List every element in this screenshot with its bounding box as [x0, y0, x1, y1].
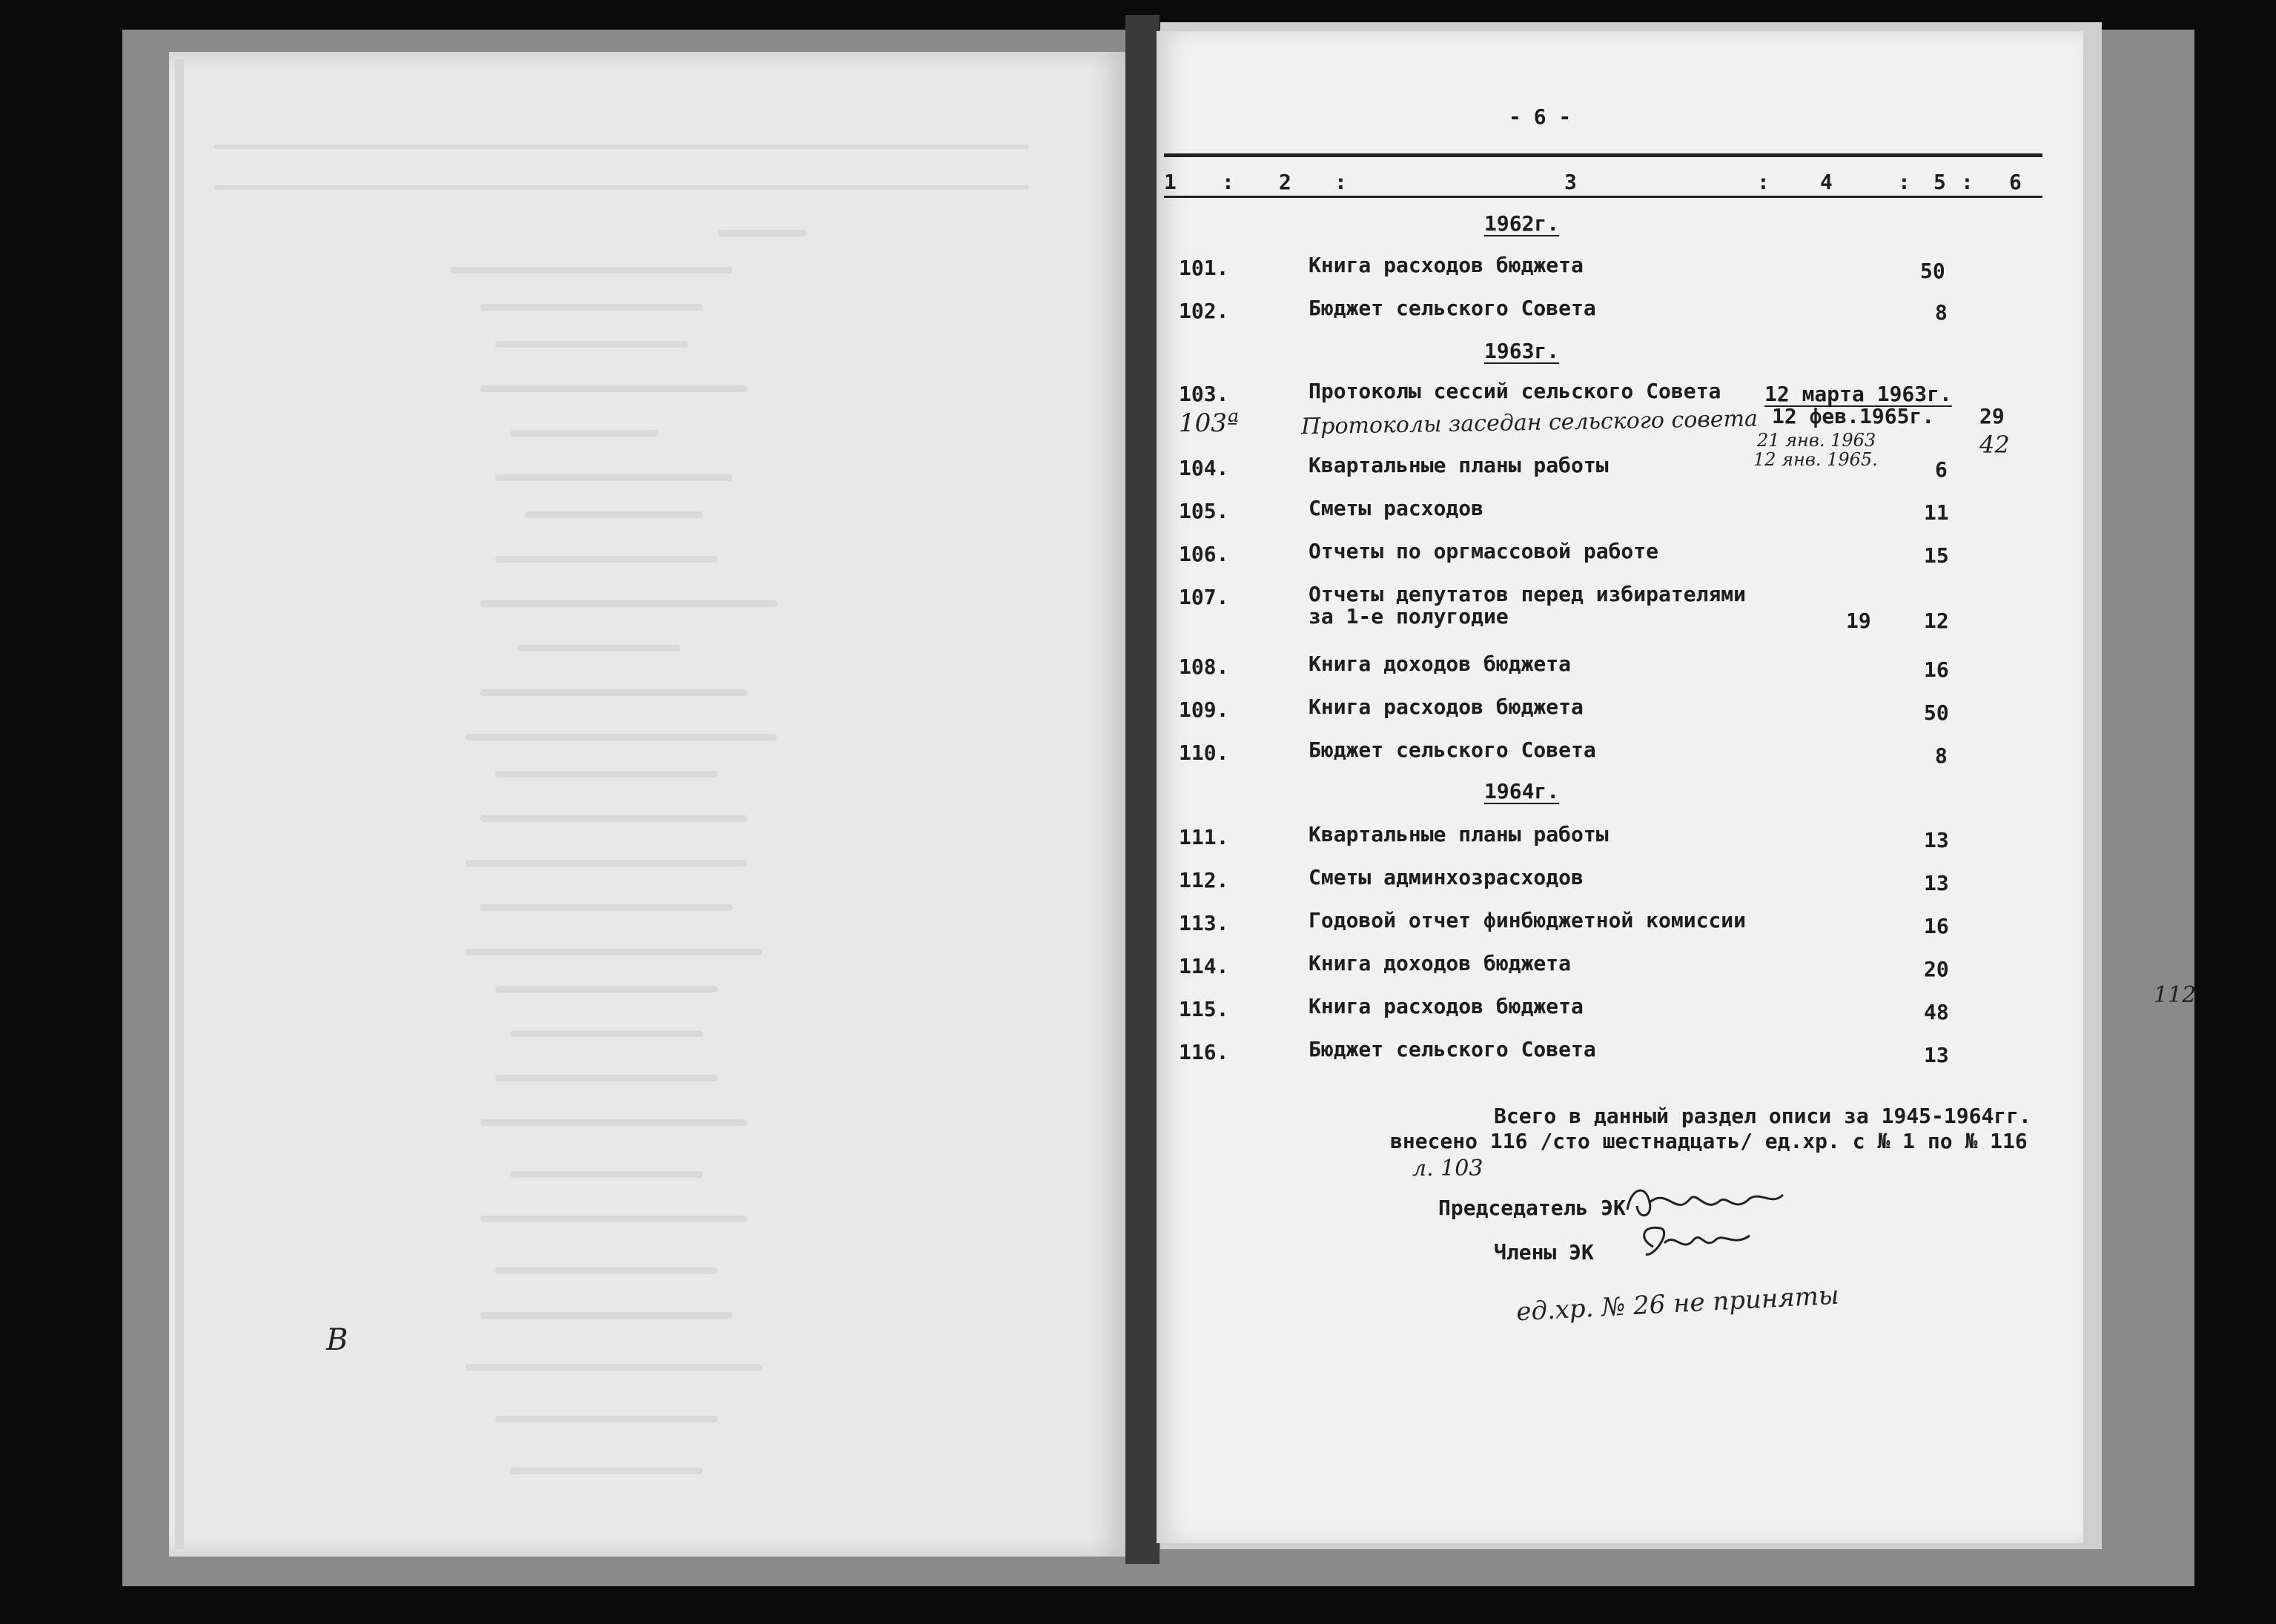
chairman-label: Председатель ЭК: [1438, 1196, 1626, 1220]
handwritten-right-margin-number: 112: [2154, 982, 2197, 1008]
handwritten-col6: 42: [1979, 431, 2010, 459]
row-number: 103.: [1179, 382, 1229, 406]
col-header-4: 4: [1820, 170, 1833, 194]
row-sheets: 12: [1924, 609, 1949, 633]
header-top-rule: [1164, 153, 2042, 157]
row-number: 114.: [1179, 954, 1229, 978]
col-header-6: 6: [2009, 170, 2022, 194]
row-title: Отчеты по оргмассовой работе: [1309, 539, 1659, 563]
row-number: 116.: [1179, 1040, 1229, 1064]
page-number: - 6 -: [1509, 105, 1572, 129]
row-number: 106.: [1179, 542, 1229, 566]
row-sheets: 50: [1924, 700, 1949, 725]
row-title: Книга расходов бюджета: [1309, 253, 1584, 277]
row-number: 111.: [1179, 825, 1229, 849]
row-sheets: 50: [1920, 259, 1945, 283]
row-sheets: 16: [1924, 657, 1949, 682]
row-title: Сметы админхозрасходов: [1309, 865, 1584, 889]
row-sheets: 8: [1935, 300, 1948, 325]
row-title: Книга расходов бюджета: [1309, 994, 1584, 1018]
col-header-5: 5: [1933, 170, 1946, 194]
year-heading: 1962г.: [1484, 211, 1560, 236]
row-title: Бюджет сельского Совета: [1309, 1037, 1596, 1061]
row-col6: 29: [1979, 404, 2005, 428]
summary-line-1: Всего в данный раздел описи за 1945-1964гг.: [1494, 1104, 2031, 1128]
row-number: 112.: [1179, 868, 1229, 892]
book-spine: [1125, 15, 1159, 1564]
row-title: Сметы расходов: [1309, 496, 1484, 520]
left-page-edge: [175, 59, 184, 1549]
year-heading: 1964г.: [1484, 779, 1560, 803]
col-sep: :: [1334, 170, 1347, 194]
row-sheets: 16: [1924, 914, 1949, 938]
row-col4: 19: [1846, 609, 1871, 633]
row-sheets: 13: [1924, 828, 1949, 852]
row-title: Квартальные планы работы: [1309, 453, 1609, 477]
handwritten-number: 103ª: [1179, 408, 1240, 438]
row-date-end: 12 фев.1965г.: [1772, 404, 1935, 428]
row-sheets: 13: [1924, 1043, 1949, 1067]
year-heading: 1963г.: [1484, 339, 1560, 363]
col-header-3: 3: [1564, 170, 1577, 194]
row-sheets: 20: [1924, 957, 1949, 981]
row-sheets: 8: [1935, 743, 1948, 768]
row-sheets: 15: [1924, 543, 1949, 568]
row-number: 110.: [1179, 740, 1229, 765]
row-title: Книга доходов бюджета: [1309, 652, 1572, 676]
row-title-continued: за 1-е полугодие: [1309, 604, 1509, 629]
members-label: Члены ЭК: [1494, 1240, 1594, 1265]
summary-line-2: внесено 116 /сто шестнадцать/ ед.хр. с № 1 по № 116: [1390, 1129, 2028, 1153]
left-page: [169, 52, 1125, 1557]
row-date-start: 12 марта 1963г.: [1764, 382, 1952, 406]
row-number: 115.: [1179, 997, 1229, 1021]
row-number: 109.: [1179, 697, 1229, 722]
handwritten-title: Протоколы заседан сельского совета: [1300, 405, 1759, 440]
row-title: Годовой отчет финбюджетной комиссии: [1309, 908, 1747, 932]
row-number: 105.: [1179, 499, 1229, 523]
handwritten-sheet-note: л. 103: [1412, 1156, 1483, 1181]
row-title: Отчеты депутатов перед избирателями: [1309, 582, 1747, 606]
col-header-1: 1: [1164, 170, 1177, 194]
row-number: 101.: [1179, 256, 1229, 280]
header-bottom-rule: [1164, 196, 2042, 198]
right-page: [1157, 31, 2083, 1543]
row-title: Квартальные планы работы: [1309, 822, 1609, 846]
row-sheets: 11: [1924, 500, 1949, 525]
col-sep: :: [1898, 170, 1911, 194]
handwritten-date-end: 12 янв. 1965.: [1753, 449, 1878, 470]
row-number: 104.: [1179, 456, 1229, 480]
handwritten-date-start: 21 янв. 1963: [1757, 430, 1876, 451]
row-number: 102.: [1179, 299, 1229, 323]
member-signature: [1631, 1217, 1779, 1269]
row-number: 113.: [1179, 911, 1229, 935]
row-title: Бюджет сельского Совета: [1309, 738, 1596, 762]
row-title: Протоколы сессий сельского Совета: [1309, 379, 1721, 403]
row-title: Бюджет сельского Совета: [1309, 296, 1596, 320]
col-sep: :: [1757, 170, 1770, 194]
row-title: Книга расходов бюджета: [1309, 695, 1584, 719]
row-sheets: 6: [1935, 457, 1948, 482]
col-header-2: 2: [1279, 170, 1291, 194]
col-sep: :: [1222, 170, 1234, 194]
row-sheets: 13: [1924, 871, 1949, 895]
row-number: 108.: [1179, 654, 1229, 679]
handwritten-bottom-note: ед.хр. № 26 не приняты: [1515, 1280, 1840, 1328]
row-sheets: 48: [1924, 1000, 1949, 1024]
row-number: 107.: [1179, 585, 1229, 609]
col-sep: :: [1961, 170, 1974, 194]
handwritten-margin-initial: В: [326, 1323, 348, 1357]
row-title: Книга доходов бюджета: [1309, 951, 1572, 975]
